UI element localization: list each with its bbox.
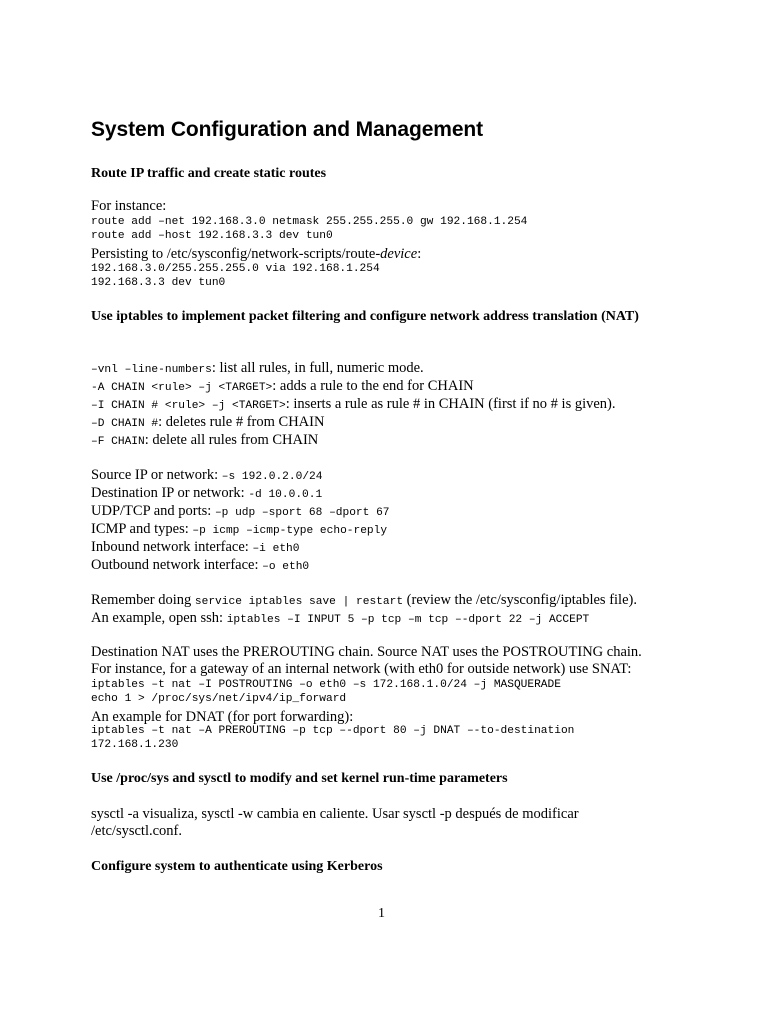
rule-insert-desc: : inserts a rule as rule # in CHAIN (first if no # is given).: [285, 396, 616, 412]
option-ports-code: –p udp –sport 68 –dport 67: [214, 507, 390, 519]
option-ports: [91, 503, 390, 522]
rule-flush-desc: : delete all rules from CHAIN: [144, 432, 319, 448]
section-heading-iptables: Use iptables to implement packet filtering and configure network address translation (NAT): [91, 309, 639, 324]
option-destination-label: Destination IP or network:: [91, 485, 249, 501]
rule-insert: [91, 396, 616, 415]
rule-append: [91, 378, 474, 397]
option-source-label: Source IP or network:: [91, 467, 222, 483]
code-route-file-2: 192.168.3.3 dev tun0: [91, 277, 226, 289]
ssh-example-code: iptables –I INPUT 5 –p tcp –m tcp –-dport 22 –j ACCEPT: [226, 614, 590, 626]
rule-insert-code: –I CHAIN # <rule> –j <TARGET>: [91, 400, 286, 412]
option-source-code: –s 192.0.2.0/24: [221, 471, 323, 483]
rule-flush-code: –F CHAIN: [91, 436, 145, 448]
option-outbound: [91, 557, 309, 576]
option-outbound-label: Outbound network interface:: [91, 557, 263, 573]
rule-list-code: –vnl –line-numbers: [91, 364, 212, 376]
remember-note: (review the /etc/sysconfig/iptables file).: [403, 592, 637, 608]
code-route-file-1: 192.168.3.0/255.255.255.0 via 192.168.1.254: [91, 263, 380, 275]
rule-delete-code: –D CHAIN #: [91, 418, 159, 430]
option-inbound: [91, 539, 299, 558]
rule-append-code: -A CHAIN <rule> –j <TARGET>: [91, 382, 273, 394]
code-ip-forward: echo 1 > /proc/sys/net/ipv4/ip_forward: [91, 693, 347, 705]
rule-delete: [91, 414, 324, 433]
option-outbound-code: –o eth0: [262, 561, 310, 573]
remember-code: service iptables save | restart: [194, 596, 404, 608]
option-destination-code: -d 10.0.0.1: [248, 489, 323, 501]
page-title: System Configuration and Management: [91, 118, 484, 141]
code-route-net: route add –net 192.168.3.0 netmask 255.255.255.0 gw 192.168.1.254: [91, 216, 528, 228]
section-heading-kerberos: Configure system to authenticate using Kerberos: [91, 859, 383, 874]
option-ports-label: UDP/TCP and ports:: [91, 503, 215, 519]
option-destination: [91, 485, 322, 504]
section-heading-sysctl: Use /proc/sys and sysctl to modify and set kernel run-time parameters: [91, 771, 508, 786]
page-number: 1: [378, 906, 385, 921]
rule-list: [91, 360, 424, 379]
text-sysctl-2: /etc/sysctl.conf.: [91, 823, 183, 839]
option-icmp: [91, 521, 387, 540]
option-icmp-label: ICMP and types:: [91, 521, 193, 537]
code-snat: iptables –t nat –I POSTROUTING –o eth0 –s 172.168.1.0/24 –j MASQUERADE: [91, 679, 561, 691]
persisting-label: Persisting to /etc/sysconfig/network-scripts/route-: [91, 246, 381, 262]
text-remember: [91, 592, 637, 611]
option-icmp-code: –p icmp –icmp-type echo-reply: [192, 525, 388, 537]
text-for-instance: For instance:: [91, 198, 167, 214]
remember-label: Remember doing: [91, 592, 195, 608]
ssh-example-label: An example, open ssh:: [91, 610, 227, 626]
persisting-device: device: [380, 246, 418, 262]
persisting-colon: :: [417, 246, 422, 262]
option-inbound-code: –i eth0: [252, 543, 300, 555]
code-dnat-1: iptables –t nat –A PREROUTING –p tcp –-dport 80 –j DNAT –-to-destination: [91, 725, 575, 737]
rule-list-desc: : list all rules, in full, numeric mode.: [211, 360, 424, 376]
option-inbound-label: Inbound network interface:: [91, 539, 253, 555]
code-dnat-2: 172.168.1.230: [91, 739, 179, 751]
text-persisting: [91, 246, 421, 263]
text-snat-intro: For instance, for a gateway of an internal network (with eth0 for outside network) use SNAT:: [91, 661, 632, 677]
section-heading-routes: Route IP traffic and create static routes: [91, 166, 327, 181]
option-source: [91, 467, 322, 486]
code-route-host: route add –host 192.168.3.3 dev tun0: [91, 230, 333, 242]
rule-delete-desc: : deletes rule # from CHAIN: [158, 414, 325, 430]
text-dnat-intro: An example for DNAT (for port forwarding):: [91, 709, 354, 725]
rule-flush: [91, 432, 318, 451]
rule-append-desc: : adds a rule to the end for CHAIN: [272, 378, 474, 394]
text-nat-chains: Destination NAT uses the PREROUTING chain. Source NAT uses the POSTROUTING chain.: [91, 644, 642, 660]
text-sysctl-1: sysctl -a visualiza, sysctl -w cambia en caliente. Usar sysctl -p después de modificar: [91, 806, 579, 822]
text-ssh-example: [91, 610, 589, 629]
